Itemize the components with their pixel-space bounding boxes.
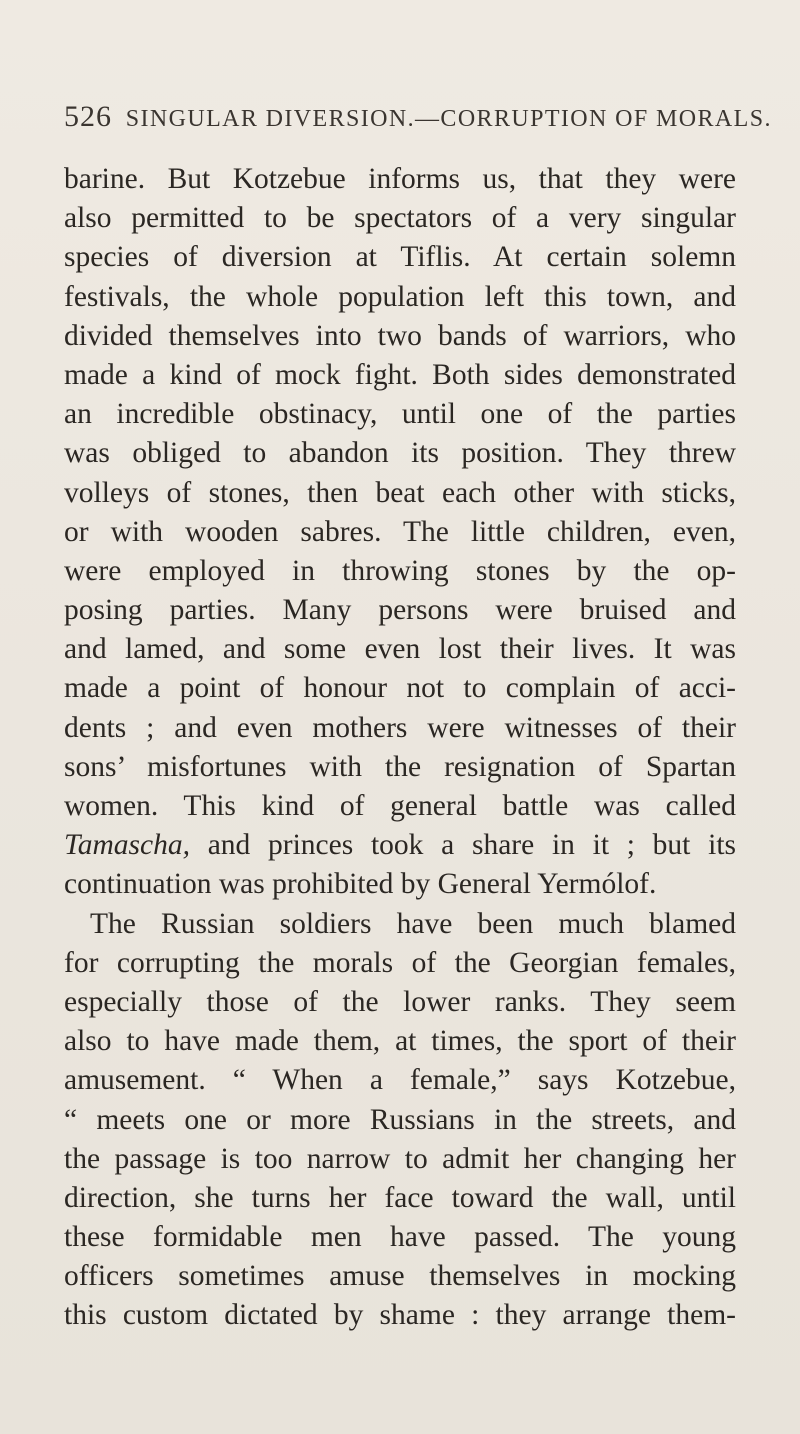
text-line: barine. But Kotzebue informs us, that they were — [64, 163, 736, 195]
text-line: and lamed, and some even lost their lives. It was — [64, 633, 736, 666]
text-line: women. This kind of general battle was called — [64, 790, 736, 822]
text-line: direction, she turns her face toward the wall, until — [64, 1181, 736, 1214]
text-line-with-italic — [64, 826, 736, 865]
italic-term: Tamascha, — [64, 829, 190, 862]
text-line: for corrupting the morals of the Georgian females, — [64, 946, 736, 979]
text-line: officers sometimes amuse themselves in mocking — [64, 1260, 736, 1293]
text-line: was obliged to abandon its position. They threw — [64, 437, 736, 470]
text-line: or with wooden sabres. The little children, even, — [64, 515, 736, 548]
page-number: 526 — [64, 100, 112, 133]
text-line: made a kind of mock fight. Both sides demonstrated — [64, 358, 736, 391]
text-line: divided themselves into two bands of warriors, who — [64, 319, 736, 352]
text-line: “ meets one or more Russians in the streets, and — [64, 1103, 736, 1136]
text-line: species of diversion at Tiflis. At certain solemn — [64, 241, 736, 274]
text-line: made a point of honour not to complain of acci- — [64, 672, 736, 705]
text-line: festivals, the whole population left this town, and — [64, 280, 736, 313]
text-line: amusement. “ When a female,” says Kotzebue, — [64, 1064, 736, 1097]
text-line: the passage is too narrow to admit her changing her — [64, 1142, 736, 1175]
running-title: SINGULAR DIVERSION.—CORRUPTION OF MORALS. — [125, 106, 772, 132]
text-line: these formidable men have passed. The young — [64, 1221, 736, 1254]
text-line: also permitted to be spectators of a very singular — [64, 202, 736, 235]
running-head — [64, 100, 772, 134]
text-line-rest: and princes took a share in it ; but its — [189, 829, 736, 862]
text-line: dents ; and even mothers were witnesses of their — [64, 711, 736, 744]
text-line: posing parties. Many persons were bruised and — [64, 594, 736, 627]
body-text — [64, 160, 736, 1336]
text-line: an incredible obstinacy, until one of the parties — [64, 398, 736, 431]
text-line: were employed in throwing stones by the op- — [64, 554, 736, 587]
text-line: volleys of stones, then beat each other with sticks, — [64, 476, 736, 509]
text-line: continuation was prohibited by General Yermólof. — [64, 868, 657, 901]
text-line: sons’ misfortunes with the resignation of Spartan — [64, 750, 736, 783]
text-line: this custom dictated by shame : they arrange them- — [64, 1299, 736, 1332]
text-line: especially those of the lower ranks. They seem — [64, 985, 736, 1018]
text-line: also to have made them, at times, the sport of their — [64, 1025, 736, 1058]
paragraph-start-line: The Russian soldiers have been much blamed — [90, 907, 736, 940]
